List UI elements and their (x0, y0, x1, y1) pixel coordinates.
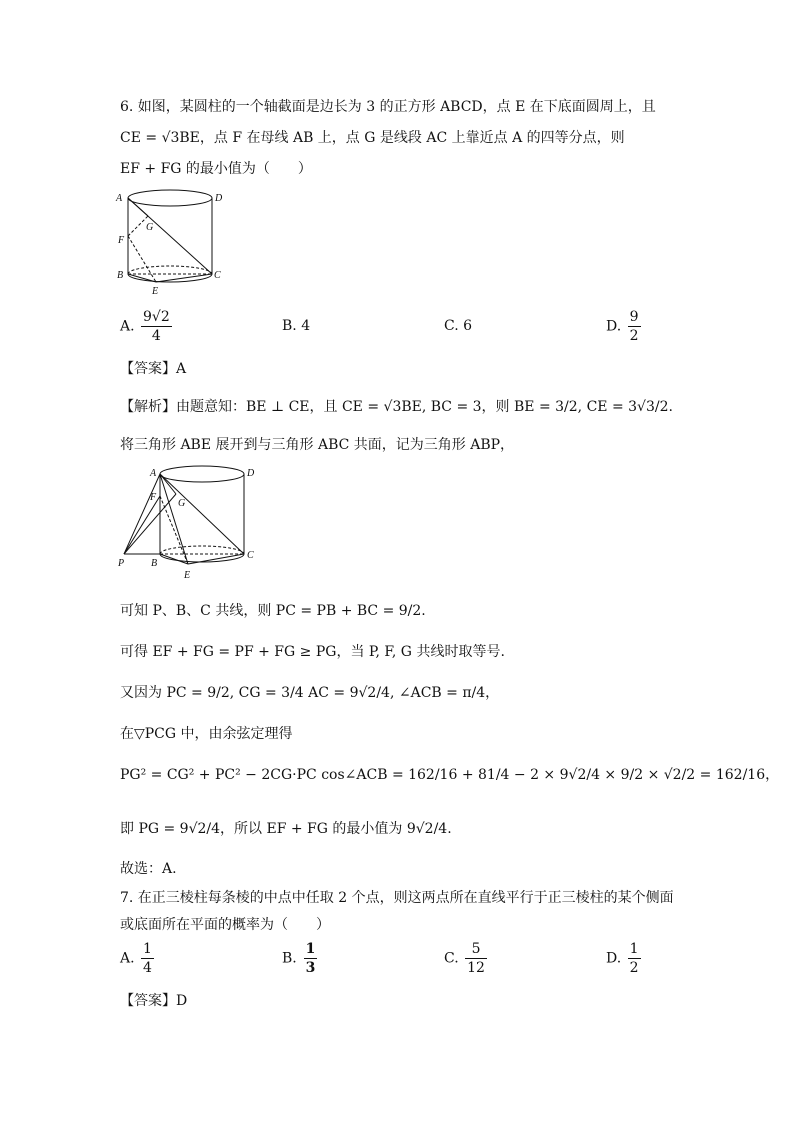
q6-option-d: D. $\frac{9}{2}$ (606, 309, 639, 344)
q6-analysis-2: 将三角形 ABE 展开到与三角形 ABC 共面，记为三角形 ABP， (120, 437, 515, 453)
q7-answer: 【答案】D (120, 993, 188, 1009)
q6-answer: 【答案】A (120, 361, 187, 377)
fig1-label-d: D (215, 193, 223, 204)
q6-option-b: B. 4 (282, 318, 311, 334)
fig2-label-b: B (151, 558, 158, 569)
q7-option-b: B. $\frac{1}{3}$ (282, 941, 316, 976)
q6-analysis-7: PG² = CG² + PC² − 2CG·PC cos∠ACB = 162/16 + 81/4 − 2 × 9√2/4 × 9/2 × √2/2 = 162/16， (120, 767, 780, 783)
fig2-label-e: E (184, 570, 191, 581)
q7-line-2: 或底面所在平面的概率为（ ） (120, 917, 330, 933)
fig2-label-a: A (150, 468, 157, 479)
fig2-label-d: D (247, 468, 255, 479)
fig1-label-c: C (214, 270, 221, 281)
q6-analysis-1: 【解析】由题意知：BE ⊥ CE，且 CE = √3BE, BC = 3，则 BE = 3/2, CE = 3√3/2. (120, 399, 673, 415)
fig1-label-g: G (146, 222, 154, 233)
q6-option-c: C. 6 (444, 318, 473, 334)
q6-analysis-3: 可知 P、B、C 共线，则 PC = PB + BC = 9/2. (120, 603, 426, 619)
fig1-label-f: F (118, 235, 125, 246)
q7-option-c: C. $\frac{5}{12}$ (444, 941, 485, 976)
cylinder-figure-2 (114, 462, 264, 586)
cylinder-figure-1 (114, 186, 234, 298)
fig1-label-e: E (152, 286, 159, 297)
fig2-label-g: G (178, 498, 186, 509)
q6-analysis-9: 故选：A. (120, 861, 177, 877)
q6-analysis-8: 即 PG = 9√2/4，所以 EF + FG 的最小值为 9√2/4. (120, 821, 452, 837)
fig2-label-f: F (150, 492, 157, 503)
fig2-label-p: P (118, 558, 125, 569)
q7-option-a: A. $\frac{1}{4}$ (120, 941, 152, 976)
q7-line-1: 7. 在正三棱柱每条棱的中点中任取 2 个点，则这两点所在直线平行于正三棱柱的某个侧面 (120, 890, 674, 906)
q6-option-a: A. $\frac{9√2}{4}$ (120, 309, 170, 344)
q6-line-1: 6. 如图，某圆柱的一个轴截面是边长为 3 的正方形 ABCD，点 E 在下底面圆周上，且 (120, 99, 656, 115)
fig2-label-c: C (247, 550, 254, 561)
q6-line-2: CE = √3BE，点 F 在母线 AB 上，点 G 是线段 AC 上靠近点 A 的四等分点，则 (120, 130, 625, 146)
q6-analysis-6: 在▽PCG 中，由余弦定理得 (120, 726, 293, 742)
fig1-label-a: A (116, 193, 123, 204)
q6-analysis-4: 可得 EF + FG = PF + FG ≥ PG，当 P, F, G 共线时取等号. (120, 644, 505, 660)
q6-line-3: EF + FG 的最小值为（ ） (120, 161, 312, 177)
fig1-label-b: B (117, 270, 124, 281)
q6-analysis-5: 又因为 PC = 9/2, CG = 3/4 AC = 9√2/4, ∠ACB = π/4， (120, 685, 500, 701)
q7-option-d: D. $\frac{1}{2}$ (606, 941, 639, 976)
